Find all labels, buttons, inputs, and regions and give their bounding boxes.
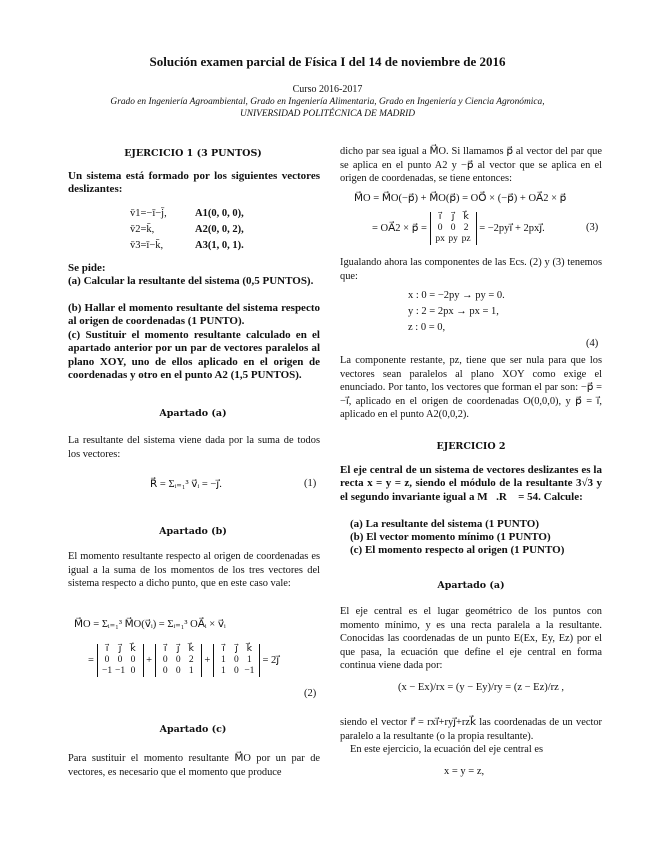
central-axis-equation: x = y = z, <box>444 766 485 777</box>
matrix-2: i⃗ j⃗ k⃗ 0 0 2 0 0 1 <box>155 644 202 677</box>
ex1-title: EJERCICIO 1 (3 PUNTOS) <box>124 148 262 159</box>
equation-2b: = i⃗ j⃗ k⃗ 0 0 0 −1 −1 0 + i⃗ j⃗ k⃗ 0 0 2 0 0 1 + i⃗ j⃗ k⃗ 1 0 1 1 0 −1 = 2j⃗ <box>88 644 280 676</box>
point-2: A2(0, 0, 2), <box>195 224 244 235</box>
matrix-3: i⃗ j⃗ k⃗ 1 0 1 1 0 −1 <box>213 644 260 677</box>
right-intro: dicho par sea igual a M⃗O. Si llamamos p⃗ al vector del par que se aplica en el punto A2 y −p⃗ al vector que se aplica en el origen de coordenadas, se tiene entonces: <box>340 146 602 184</box>
equation-2-number: (2) <box>304 688 317 699</box>
equation-3-number: (3) <box>586 222 599 233</box>
course-line: Curso 2016-2017 <box>292 84 363 95</box>
vector-1: v̄1=−ī−j̄, <box>130 208 167 219</box>
ex2-question-c: (c) El momento respecto al origen (1 PUNTO) <box>350 544 565 556</box>
degrees-line: Grado en Ingeniería Agroambiental, Grado en Ingeniería Alimentaria, Grado en Ingeniería y Ciencia Agronómica, <box>110 97 545 107</box>
system-y: y : 2 = 2px → px = 1, <box>408 306 499 317</box>
point-3: A3(1, 0, 1). <box>195 240 244 251</box>
equation-2-result: = 2j⃗ <box>262 654 280 666</box>
se-pide: Se pide: <box>68 262 106 274</box>
equation-3b: = OA⃗2 × p⃗ = i⃗ j⃗ k⃗ 0 0 2 px py pz = −2pyi⃗ + 2pxj⃗. <box>372 212 545 244</box>
matrix-4: i⃗ j⃗ k⃗ 0 0 2 px py pz <box>430 212 477 245</box>
point-1: A1(0, 0, 0), <box>195 208 244 219</box>
equation-3a: M⃗O = M⃗O(−p⃗) + M⃗O(p⃗) = OO⃗ × (−p⃗) + OA⃗2 × p⃗ <box>354 193 567 204</box>
this-exercise-text: En este ejercicio, la ecuación del eje central es <box>350 744 543 755</box>
matrix-1: i⃗ j⃗ k⃗ 0 0 0 −1 −1 0 <box>97 644 144 677</box>
question-b: (b) Hallar el momento resultante del sistema respecto al origen de coordenadas (1 PUNTO). <box>68 302 320 328</box>
question-a: (a) Calcular la resultante del sistema (0,5 PUNTOS). <box>68 275 314 287</box>
ex2-apartado-a-text: El eje central es el lugar geométrico de los puntos con momento mínimo, y es una recta paralela a la resultante. Conocidas las coordenadas de un punto E(Ex, Ey, Ez) por el que pasa, la ecuación que define el eje central en forma continua viene dada por: <box>340 606 602 671</box>
ex2-title: EJERCICIO 2 <box>436 441 506 452</box>
continuous-equation: (x − Ex)/rx = (y − Ey)/ry = (z − Ez)/rz , <box>398 682 565 693</box>
paper-title: Solución examen parcial de Física I del 14 de noviembre de 2016 <box>149 54 506 69</box>
apartado-a-title: Apartado (a) <box>159 408 227 419</box>
apartado-b-text: El momento resultante respecto al origen de coordenadas es igual a la suma de los momentos de los tres vectores del sistema respecto a dicho punto, que en este caso vale: <box>68 551 320 589</box>
equation-4-number: (4) <box>586 338 599 349</box>
apartado-c-text: Para sustituir el momento resultante M⃗O por un par de vectores, es necesario que el momento que produce <box>68 753 320 778</box>
ex2-intro: El eje central de un sistema de vectores deslizantes es la recta x = y = z, siendo el módulo de la resultante 3√3 y el segundo invariante igual a M⃗.R⃗ = 54. Calcule: <box>340 464 602 503</box>
vector-3: v̄3=ī−k̄, <box>130 240 164 251</box>
university-line: UNIVERSIDAD POLITÉCNICA DE MADRID <box>239 109 416 119</box>
question-c: (c) Sustituir el momento resultante calculado en el apartado anterior por un par de vectores paralelos al plano XOY, uno de ellos aplicado en el origen de coordenadas y otro en el punto A2 (1,5 PUNTOS). <box>68 329 320 382</box>
system-x: x : 0 = −2py → py = 0. <box>408 290 505 301</box>
equating-text: Igualando ahora las componentes de las Ecs. (2) y (3) tenemos que: <box>340 257 602 282</box>
ex2-question-a: (a) La resultante del sistema (1 PUNTO) <box>350 518 540 530</box>
apartado-c-title: Apartado (c) <box>159 724 227 735</box>
vector-r-text: siendo el vector r⃗ = rxi⃗+ryj⃗+rzk⃗ las coordenadas de un vector paralelo a la resultante (o la propia resultante). <box>340 717 602 742</box>
apartado-b-title: Apartado (b) <box>159 526 227 537</box>
apartado-a-text: La resultante del sistema viene dada por la suma de todos los vectores: <box>68 435 320 460</box>
ex2-apartado-a-title: Apartado (a) <box>437 580 505 591</box>
ex2-question-b: (b) El vector momento mínimo (1 PUNTO) <box>350 531 551 543</box>
equation-2a: M⃗O = Σᵢ₌₁³ M⃗O(v⃗ᵢ) = Σᵢ₌₁³ OA⃗ᵢ × v⃗ᵢ <box>74 619 226 630</box>
ex1-intro: Un sistema está formado por los siguientes vectores deslizantes: <box>68 170 320 196</box>
system-z: z : 0 = 0, <box>408 322 446 333</box>
vector-2: v̄2=k̄, <box>130 224 155 235</box>
remaining-component-text: La componente restante, pz, tiene que ser nula para que los vectores sean paralelos al plano XOY como exige el enunciado. Por tanto, los vectores que forman el par son: −p⃗ = −i⃗, aplicado en el origen de coordenadas O(0,0,0), y p⃗ = i⃗, aplicado en el punto A2(0,0,2). <box>340 355 602 420</box>
equation-1: R⃗ = Σᵢ₌₁³ v⃗ᵢ = −j⃗. <box>150 479 222 490</box>
equation-1-number: (1) <box>304 478 317 489</box>
